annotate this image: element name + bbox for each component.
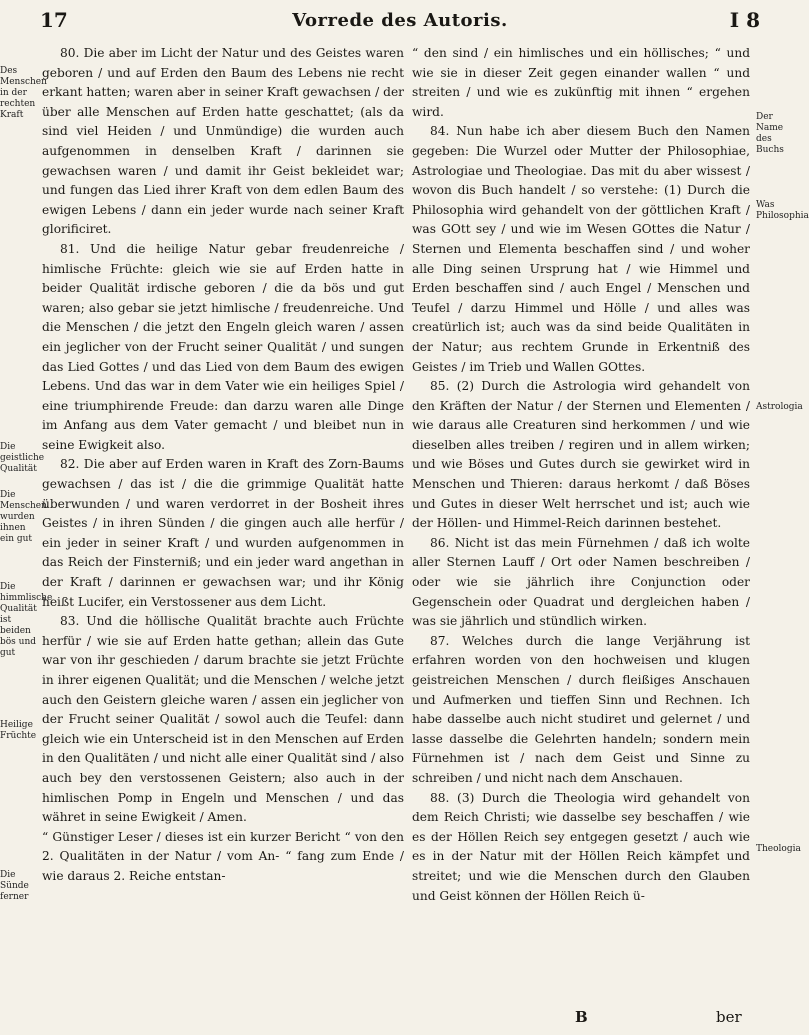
margin-note: Die geistliche Qualität	[0, 442, 45, 474]
margin-note: Theologia	[756, 844, 801, 854]
margin-note: Des Menschen in der rechten Kraft	[0, 66, 47, 120]
paragraph-83: 83. Und die höllische Qualität brachte auch Früchte herfür / wie sie auf Erden hatte gethan; allein das Gute war von ihr geschieden / darum brachte sie jetzt Früchte in ihrer eigenen Qualität; und die Menschen / welche jetzt auch den Geistern gleiche waren / assen ein jeglicher von der Frucht seiner Qualität / sowol auch die Teufel: dann gleich wie ein Unterscheid ist in den Menschen auf Erden in den Qualitäten / und nicht alle einer Qualität sind / also auch bey den verstossenen Geistern; also auch in der himlischen Pomp in Engeln und Menschen / und das währet in seine Ewigkeit / Amen.	[42, 614, 404, 825]
margin-note: Heilige Früchte	[0, 720, 37, 741]
header-signature: I 8	[729, 8, 760, 32]
paragraph-84: 84. Nun habe ich aber diesem Buch den Namen gegeben: Die Wurzel oder Mutter der Philosophiae, Astrologiae und Theologiae. Das mit du aber wissest / wovon dis Buch handelt / so verstehe: (1) Durch die Philosophia wird gehandelt von der göttlichen Kraft / was GOtt sey / und wie im Wesen GOttes die Natur / Sternen und Elementa beschaffen sind / und woher alle Ding seinen Ursprung hat / wie Himmel und Erden beschaffen sind / auch Engel / Menschen und Teufel / darzu Himmel und Hölle / und alles was creatürlich ist; auch was da sind beide Qualitäten in der Natur; aus rechtem Grunde in Erkentniß des Geistes / im Trieb und Wallen GOttes.	[412, 124, 750, 374]
left-column	[42, 44, 404, 1030]
quoted-passage: “ Günstiger Leser / dieses ist ein kurzer Bericht “ von den 2. Qualitäten in der Natur / vom An- “ fang zum Ende / wie daraus 2. Reiche entstan-	[42, 829, 404, 883]
paragraph-80: 80. Die aber im Licht der Natur und des Geistes waren geboren / und auf Erden den Baum des Lebens nie recht erkant hatten; waren aber in seiner Kraft gewachsen / der über alle Menschen auf Erden hatte geschattet; (als da sind viel Heiden / und Unmündige) die wurden auch aufgenommen in denselben Kraft / darinnen sie gewachsen waren / und damit ihr Geist bekleidet war; und fungen das Lied ihrer Kraft von dem edlen Baum des ewigen Lebens / dann ein jeder wurde nach seiner Kraft glorificiret.	[42, 46, 404, 237]
margin-note: Die Menschen wurden ihnen ein gut	[0, 490, 47, 544]
catchword: ber	[716, 1008, 742, 1026]
quoted-passage-continued: “ den sind / ein himlisches und ein höllisches; “ und wie sie in dieser Zeit gegen einander wallen “ und streiten / und wie es zukünftig mit ihnen “ ergehen wird.	[412, 46, 750, 119]
running-title: Vorrede des Autoris.	[292, 10, 508, 31]
footer-signature: B	[575, 1008, 588, 1026]
margin-note: Die Sünde ferner	[0, 870, 29, 902]
left-margin-notes	[0, 40, 53, 1030]
margin-note: Astrologia	[756, 402, 803, 412]
margin-note: Die himmlische Qualität ist beiden bös und gut	[0, 582, 53, 658]
paragraph-87: 87. Welches durch die lange Verjährung ist erfahren worden von den hochweisen und klugen geistreichen Menschen / durch fleißiges Anschauen und Aufmerken und tieffen Sinn und Rechnen. Ich habe dasselbe auch nicht studiret und gelernet / und lasse dasselbe die Gelehrten handeln; sondern mein Fürnehmen ist / nach dem Geist und Sinne zu schreiben / und nicht nach dem Anschauen.	[412, 633, 750, 785]
paragraph-85: 85. (2) Durch die Astrologia wird gehandelt von den Kräften der Natur / der Sternen und Elementen / wie daraus alle Creaturen sind herkommen / und wie dieselben alles treiben / regiren und in allem wirken; und wie Böses und Gutes durch sie gewirket wird in Menschen und Thieren: daraus herkomt / daß Böses und Gutes in dieser Welt herrschet und ist; auch wie der Höllen- und Himmel-Reich darinnen bestehet.	[412, 379, 750, 531]
paragraph-81: 81. Und die heilige Natur gebar freudenreiche / himlische Früchte: gleich wie sie auf Erden hatte in beider Qualität irdische geboren / die da bös und gut waren; also gebar sie jetzt himlische / freudenreiche. Und die Menschen / die jetzt den Engeln gleich waren / assen ein jeglicher von der Frucht seiner Qualität / und sungen das Lied Gottes / und das Lied von dem Baum des ewigen Lebens. Und das war in dem Vater wie ein heiliges Spiel / eine triumphirende Freude: dan darzu waren alle Dinge im Anfang aus dem Vater gemacht / und bleibet nun in seine Ewigkeit also.	[42, 241, 404, 452]
page-number: 17	[40, 8, 68, 32]
page-header	[40, 8, 760, 34]
margin-note: Was Philosophia	[756, 200, 809, 221]
right-column	[412, 44, 750, 1030]
paragraph-88: 88. (3) Durch die Theologia wird gehandelt von dem Reich Christi; wie dasselbe sey beschaffen / wie es der Höllen Reich sey entgegen gesetzt / auch wie es in der Natur mit der Höllen Reich kämpfet und streitet; und wie die Menschen durch den Glauben und Geist können der Höllen Reich ü-	[412, 790, 750, 903]
paragraph-86: 86. Nicht ist das mein Fürnehmen / daß ich wolte aller Sternen Lauff / Ort oder Namen beschreiben / oder wie sie jährlich ihre Conjunction oder Gegenschein oder Quadrat und dergleichen haben / was sie jährlich und stündlich wirken.	[412, 535, 750, 629]
right-margin-notes	[756, 40, 809, 1030]
paragraph-82: 82. Die aber auf Erden waren in Kraft des Zorn-Baums gewachsen / das ist / die die grimmige Qualität hatte überwunden / und waren verdorret in der Bosheit ihres Geistes / in ihren Sünden / die gingen auch alle herfür / ein jeder in seiner Kraft / und wurden aufgenommen in das Reich der Finsterniß; und ein jeder ward angethan in der Kraft / darinnen er gewachsen war; und ihr König heißt Lucifer, ein Verstossener aus dem Licht.	[42, 457, 404, 609]
margin-note: Der Name des Buchs	[756, 112, 784, 155]
